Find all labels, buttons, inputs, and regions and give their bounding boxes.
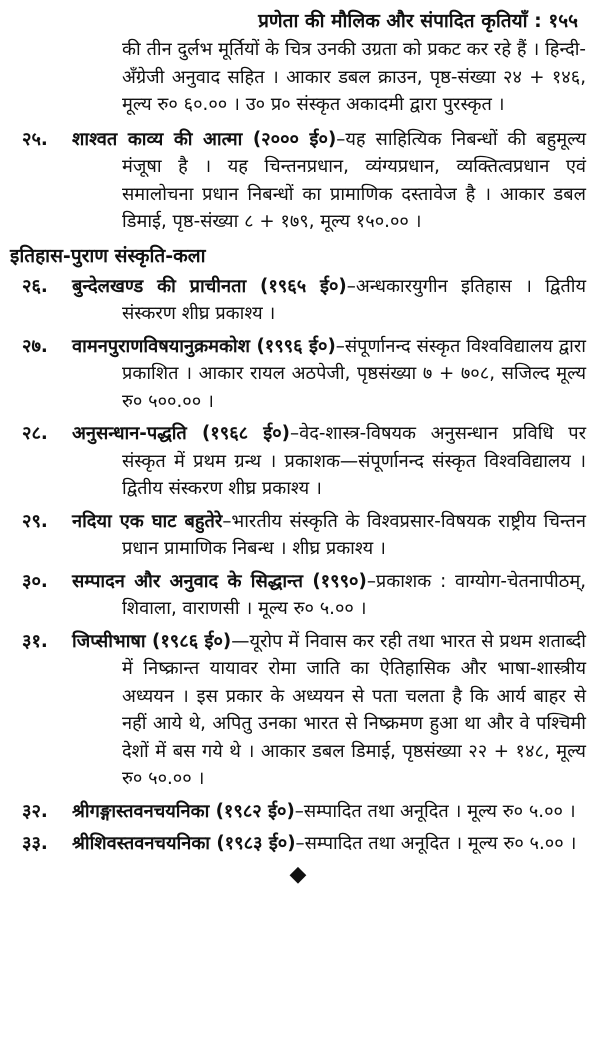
entry-number: ३३.	[22, 833, 48, 854]
entry-title: सम्पादन और अनुवाद के सिद्धान्त (१९९०)	[72, 570, 367, 592]
entry-title: शाश्वत काव्य की आत्मा (२००० ई०)	[72, 128, 337, 150]
entry-description: —यूरोप में निवास कर रही तथा भारत से प्रथम शताब्दी में निष्क्रान्त यायावर रोमा जाति का ऐतिहासिक और भाषा-शास्त्रीय अध्ययन । इस प्रकार के अध्ययन से पता चलता है कि आर्य बाहर से नहीं आये थे, अपितु उनका भारत से निष्क्रमण हुआ था और वे पश्चिमी देशों में बस गये थे । आकार डबल डिमाई, पृष्ठसंख्या २२ + १४८, मूल्य रु० ५०.०० ।	[122, 630, 586, 789]
entry-number: २९.	[22, 510, 48, 532]
entry-description: –सम्पादित तथा अनूदित । मूल्य रु० ५.०० ।	[294, 800, 576, 822]
entry-number: २६.	[22, 275, 48, 297]
entry-title: नदिया एक घाट बहुतेरे	[72, 510, 223, 532]
entry-description: –यह साहित्यिक निबन्धों की बहुमूल्य मंजूषा है । यह चिन्तनप्रधान, व्यंग्यप्रधान, व्यक्तित्वप्रधान एवं समालोचना प्रधान निबन्धों का प्रामाणिक दस्तावेज है । आकार डबल डिमाई, पृष्ठ-संख्या ८ + १७९, मूल्य १५०.०० ।	[122, 128, 586, 232]
entry-title: श्रीशिवस्तवनचयनिका (१९८३ ई०)	[72, 833, 296, 854]
continuation-paragraph: की तीन दुर्लभ मूर्तियों के चित्र उनकी उग्रता को प्रकट कर रहे हैं । हिन्दी-अँग्रेजी अनुवाद सहित । आकार डबल क्राउन, पृष्ठ-संख्या २४ + १४६, मूल्य रु० ६०.०० । उ० प्र० संस्कृत अकादमी द्वारा पुरस्कृत ।	[122, 39, 586, 115]
book-entry	[10, 273, 586, 328]
book-entry	[10, 798, 586, 826]
entry-number: २८.	[22, 423, 48, 444]
entry-list-history	[10, 273, 586, 858]
entry-number: २७.	[22, 335, 48, 357]
entry-description: –अन्धकारयुगीन इतिहास । द्वितीय संस्करण शीघ्र प्रकाश्य ।	[122, 275, 586, 324]
section-heading: इतिहास-पुराण संस्कृति-कला	[10, 244, 206, 267]
entry-list-literary	[10, 126, 586, 236]
page-header: प्रणेता की मौलिक और संपादित कृतियाँ : १५५	[258, 10, 578, 32]
book-entry	[10, 568, 586, 623]
book-entry	[10, 333, 586, 416]
entry-description: –सम्पादित तथा अनूदित । मूल्य रु० ५.०० ।	[295, 833, 577, 854]
entry-title: श्रीगङ्गास्तवनचयनिका (१९८२ ई०)	[72, 800, 295, 822]
book-entry	[10, 830, 586, 858]
entry-number: ३१.	[22, 630, 48, 652]
entry-number: ३२.	[22, 800, 48, 822]
book-entry	[10, 420, 586, 503]
book-entry	[10, 126, 586, 236]
book-entry	[10, 508, 586, 563]
book-entry	[10, 628, 586, 793]
entry-description: –संपूर्णानन्द संस्कृत विश्वविद्यालय द्वारा प्रकाशित । आकार रायल अठपेजी, पृष्ठसंख्या ७ + ७०८, सजिल्द मूल्य रु० ५००.०० ।	[122, 335, 586, 412]
entry-description: –प्रकाशक : वाग्योग-चेतनापीठम्, शिवाला, वाराणसी । मूल्य रु० ५.०० ।	[122, 570, 586, 619]
entry-description: –भारतीय संस्कृति के विश्वप्रसार-विषयक राष्ट्रीय चिन्तन प्रधान प्रामाणिक निबन्ध । शीघ्र प्रकाश्य ।	[122, 510, 587, 559]
entry-title: बुन्देलखण्ड की प्राचीनता (१९६५ ई०)	[72, 275, 347, 297]
entry-number: २५.	[22, 128, 48, 150]
entry-title: अनुसन्धान-पद्धति (१९६८ ई०)	[72, 423, 290, 444]
entry-number: ३०.	[22, 570, 48, 592]
entry-description: –वेद-शास्त्र-विषयक अनुसन्धान प्रविधि पर संस्कृत में प्रथम ग्रन्थ । प्रकाशक—संपूर्णानन्द संस्कृत विश्वविद्यालय । द्वितीय संस्करण शीघ्र प्रकाश्य ।	[122, 423, 587, 499]
end-diamond-mark: ◆	[289, 861, 307, 887]
entry-title: वामनपुराणविषयानुक्रमकोश (१९९६ ई०)	[72, 335, 336, 357]
entry-title: जिप्सीभाषा (१९८६ ई०)	[72, 630, 232, 652]
